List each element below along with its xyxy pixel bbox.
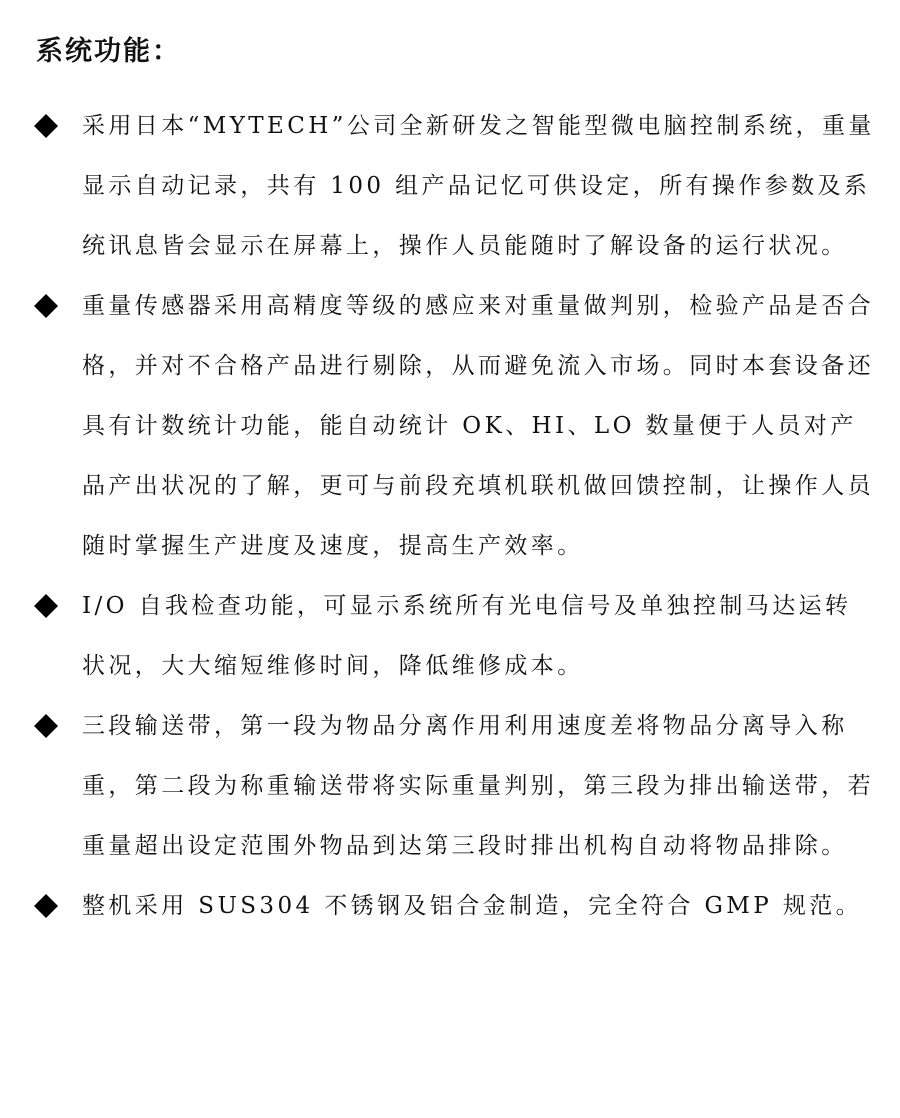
feature-item	[30, 876, 876, 936]
feature-text: 三段输送带，第一段为物品分离作用利用速度差将物品分离导入称重，第二段为称重输送带将实际重量判别，第三段为排出输送带，若重量超出设定范围外物品到达第三段时排出机构自动将物品排除。	[82, 713, 874, 859]
feature-text: 重量传感器采用高精度等级的感应来对重量做判别，检验产品是否合格，并对不合格产品进行剔除，从而避免流入市场。同时本套设备还具有计数统计功能，能自动统计 OK、HI、LO 数量便于人员对产品产出状况的了解，更可与前段充填机联机做回馈控制，让操作人员随时掌握生产进度及速度，提高生产效率。	[82, 293, 874, 559]
feature-item	[30, 276, 876, 576]
diamond-bullet-icon	[34, 594, 58, 618]
section-heading: 系统功能：	[36, 36, 181, 67]
diamond-bullet-icon	[34, 714, 58, 738]
feature-text: 采用日本“MYTECH”公司全新研发之智能型微电脑控制系统，重量显示自动记录，共有 100 组产品记忆可供设定，所有操作参数及系统讯息皆会显示在屏幕上，操作人员能随时了解设备的运行状况。	[82, 113, 875, 259]
diamond-bullet-icon	[34, 294, 58, 318]
feature-text: 整机采用 SUS304 不锈钢及铝合金制造，完全符合 GMP 规范。	[82, 893, 863, 919]
feature-item	[30, 96, 876, 276]
diamond-bullet-icon	[34, 894, 58, 918]
feature-text: I/O 自我检查功能，可显示系统所有光电信号及单独控制马达运转状况，大大缩短维修时间，降低维修成本。	[82, 593, 852, 679]
feature-list	[30, 96, 876, 936]
feature-item	[30, 696, 876, 876]
diamond-bullet-icon	[34, 114, 58, 138]
feature-item	[30, 576, 876, 696]
